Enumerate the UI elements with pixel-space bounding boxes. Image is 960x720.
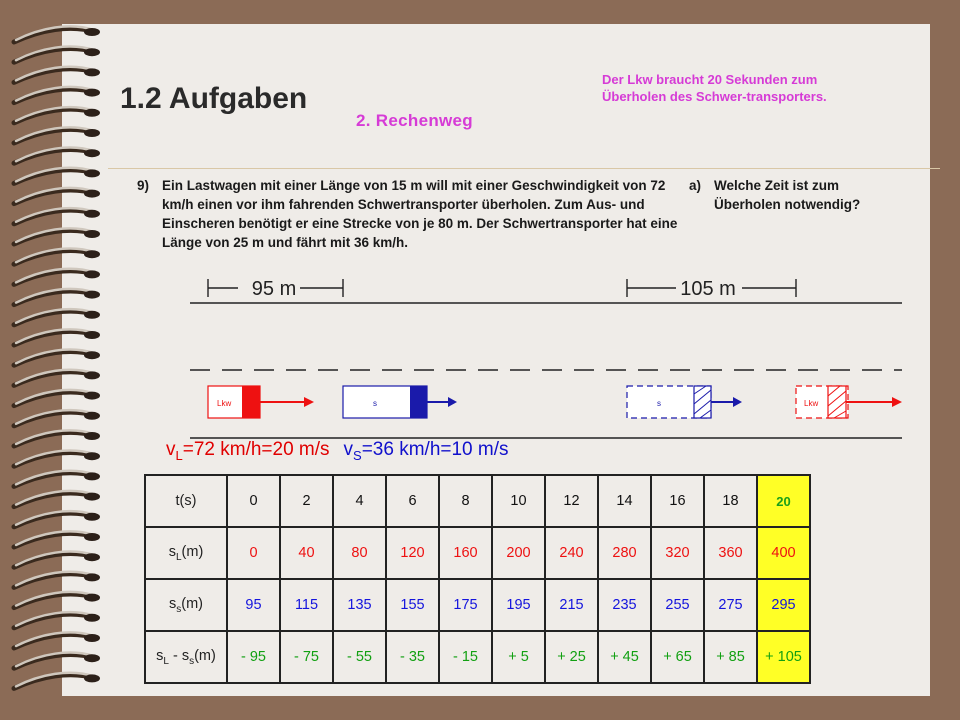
table-cell: 155 (386, 579, 439, 631)
table-cell: - 95 (227, 631, 280, 683)
table-cell: 135 (333, 579, 386, 631)
spiral-ring (14, 451, 100, 467)
spiral-ring (14, 269, 100, 285)
table-cell: 400 (757, 527, 810, 579)
spiral-ring (14, 410, 100, 426)
spiral-ring (14, 673, 100, 689)
spiral-ring (14, 168, 100, 184)
truck-start (208, 386, 314, 418)
question-label: a) (689, 178, 702, 193)
spiral-ring (14, 390, 100, 406)
table-cell: + 25 (545, 631, 598, 683)
page-title: 1.2 Aufgaben (120, 82, 308, 115)
table-cell: 175 (439, 579, 492, 631)
table-cell: 10 (492, 475, 545, 527)
table-row (145, 475, 810, 527)
spiral-ring (14, 471, 100, 487)
table-cell: - 55 (333, 631, 386, 683)
truck-speed: $v_L=72$ km/h=20 m/s (166, 439, 330, 463)
truck-start-label: Lkw (217, 399, 232, 408)
spiral-ring (14, 67, 100, 83)
table-cell: 6 (386, 475, 439, 527)
table-cell: 200 (492, 527, 545, 579)
table-cell: + 105 (757, 631, 810, 683)
table-cell: 2 (280, 475, 333, 527)
spiral-ring (14, 430, 100, 446)
table-cell: + 85 (704, 631, 757, 683)
table-cell: + 5 (492, 631, 545, 683)
spiral-ring (14, 127, 100, 143)
spiral-binding (0, 0, 120, 720)
spiral-ring (14, 511, 100, 527)
divider (108, 168, 940, 169)
table-cell: 18 (704, 475, 757, 527)
spiral-ring (14, 249, 100, 265)
spiral-ring (14, 228, 100, 244)
spiral-ring (14, 612, 100, 628)
spiral-ring (14, 148, 100, 164)
table-cell: + 65 (651, 631, 704, 683)
table-cell: + 45 (598, 631, 651, 683)
table-cell: 240 (545, 527, 598, 579)
section-subtitle: 2. Rechenweg (356, 111, 473, 130)
spiral-ring (14, 87, 100, 103)
table-cell: 16 (651, 475, 704, 527)
table-cell: 80 (333, 527, 386, 579)
table-cell: 0 (227, 527, 280, 579)
spiral-ring (14, 329, 100, 345)
spiral-ring (14, 26, 100, 42)
spiral-ring (14, 107, 100, 123)
row-label: $s_s(m)$ (145, 579, 227, 631)
spiral-ring (14, 309, 100, 325)
spiral-ring (14, 208, 100, 224)
table-cell: 360 (704, 527, 757, 579)
spiral-ring (14, 531, 100, 547)
transporter-start (343, 386, 457, 418)
row-label: t(s) (145, 475, 227, 527)
table-cell: 4 (333, 475, 386, 527)
spiral-ring (14, 592, 100, 608)
table-cell: 295 (757, 579, 810, 631)
question-text: Welche Zeit ist zum Überholen notwendig? (714, 178, 861, 212)
table-cell: 215 (545, 579, 598, 631)
spiral-ring (14, 188, 100, 204)
overtaking-diagram (190, 272, 910, 440)
table-row (145, 631, 810, 683)
answer-note: Der Lkw braucht 20 Sekunden zum Überholen des Schwer-transporters. (602, 72, 827, 104)
table-cell: 275 (704, 579, 757, 631)
row-label: $s_L(m)$ (145, 527, 227, 579)
transporter-start-label: s (373, 399, 377, 408)
spiral-ring (14, 289, 100, 305)
problem-number: 9) (137, 178, 150, 193)
table-cell: 280 (598, 527, 651, 579)
table-cell: - 15 (439, 631, 492, 683)
table-cell: 20 (757, 475, 810, 527)
truck-end (796, 386, 902, 418)
distance-table (144, 474, 811, 684)
problem-text: Ein Lastwagen mit einer Länge von 15 m will mit einer Geschwindigkeit von 72 km/h einen vor ihm fahrenden Schwertransporter überholen. Zum Aus- und Einscheren benötigt er eine Strecke von je 80 m. Der Schwertransporter hat eine Länge von 25 m und fährt mit 36 km/h. (162, 178, 678, 250)
transporter-speed: $v_S=36$ km/h=10 m/s (343, 439, 509, 463)
table-cell: 95 (227, 579, 280, 631)
table-cell: - 35 (386, 631, 439, 683)
row-label: $s_L - s_s(m)$ (145, 631, 227, 683)
table-cell: 160 (439, 527, 492, 579)
table-cell: 320 (651, 527, 704, 579)
spiral-ring (14, 572, 100, 588)
spiral-ring (14, 632, 100, 648)
spiral-ring (14, 491, 100, 507)
transporter-end-label: s (657, 399, 661, 408)
table-cell: 120 (386, 527, 439, 579)
table-cell: 8 (439, 475, 492, 527)
table-cell: 115 (280, 579, 333, 631)
table-cell: 235 (598, 579, 651, 631)
speed-legend (166, 439, 509, 463)
spiral-ring (14, 350, 100, 366)
spiral-ring (14, 370, 100, 386)
spiral-ring (14, 653, 100, 669)
spiral-ring (14, 47, 100, 63)
transporter-end (627, 386, 742, 418)
table-cell: 40 (280, 527, 333, 579)
dimension-right-label: 105 m (680, 278, 736, 300)
table-cell: 14 (598, 475, 651, 527)
table-cell: 12 (545, 475, 598, 527)
table-cell: 195 (492, 579, 545, 631)
table-cell: - 75 (280, 631, 333, 683)
table-cell: 255 (651, 579, 704, 631)
table-cell: 0 (227, 475, 280, 527)
table-row (145, 527, 810, 579)
table-row (145, 579, 810, 631)
truck-end-label: Lkw (804, 399, 819, 408)
spiral-ring (14, 552, 100, 568)
dimension-left-label: 95 m (251, 278, 297, 300)
